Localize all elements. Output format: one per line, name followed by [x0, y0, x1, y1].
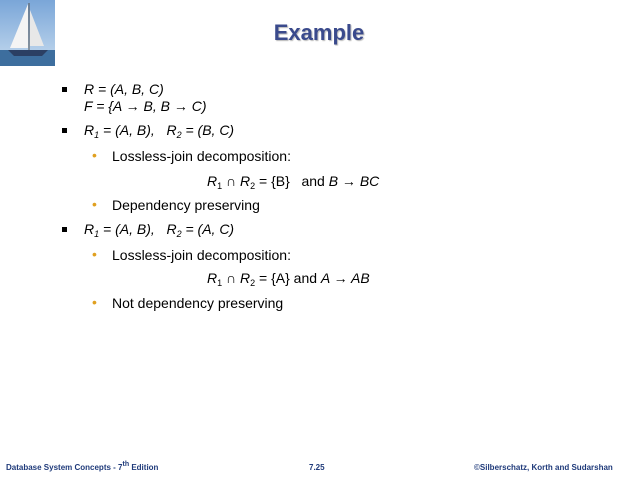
lossless-join-label-1: Lossless-join decomposition:	[112, 148, 291, 164]
decomposition-1: $R_1 = (A$, B), $R_2 = (B$, C)	[84, 122, 235, 140]
bullet-square-2	[62, 128, 67, 133]
not-dependency-preserving-label: Not dependency preserving	[112, 295, 284, 311]
relation-schema: R = (A, B, C)	[84, 81, 164, 97]
functional-dependencies: F = {A → B, B → C)	[84, 98, 207, 114]
bullet-dot-1: •	[92, 147, 97, 163]
decomposition-2: $R_1 = (A$, B), $R_2 = (A$, C)	[84, 221, 235, 239]
dependency-preserving-label: Dependency preserving	[112, 197, 260, 213]
slide-title: Example	[273, 20, 365, 45]
bullet-dot-2: •	[92, 196, 97, 212]
footer-page-number: 7.25	[309, 463, 325, 472]
footer-book-title: Database System Concepts - 7th Edition	[6, 461, 159, 472]
footer-copyright: ©Silberschatz, Korth and Sudarshan	[474, 463, 613, 472]
lossless-formula-1: $R_1$ ∩ $R_2 = \{B\}$ and B → BC	[207, 173, 380, 191]
bullet-square-3	[62, 227, 67, 232]
bullet-square-1	[62, 87, 67, 92]
bullet-dot-3: •	[92, 246, 97, 262]
lossless-formula-2: $R_1$ ∩ $R_2 = \{A\}$ and A → AB	[207, 270, 370, 288]
bullet-dot-4: •	[92, 294, 97, 310]
lossless-join-label-2: Lossless-join decomposition:	[112, 247, 291, 263]
